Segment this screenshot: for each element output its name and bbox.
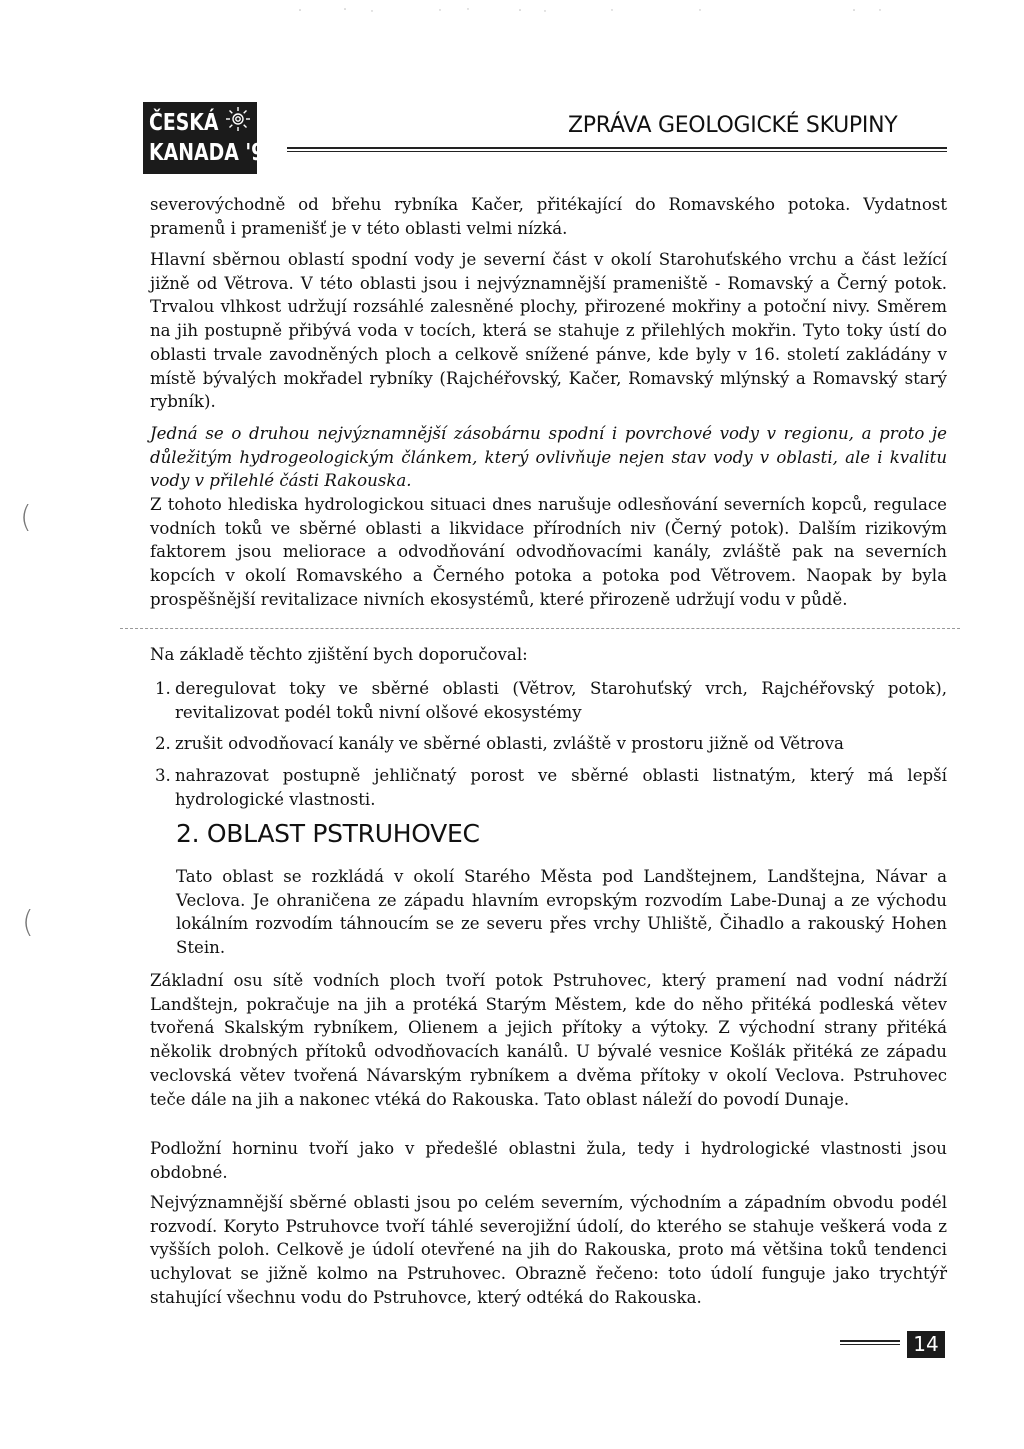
list-item-number: 2. [155, 734, 171, 754]
sun-spiral-icon [225, 106, 251, 132]
paragraph-stream-network: Základní osu sítě vodních ploch tvoří potok Pstruhovec, který pramení nad vodní nádrží Landštejn, pokračuje na jih a protéká Starým Městem, kde do něho přitéká podleská větev tvořená Skalským rybníkem, Olienem a jejich přítoky a výtoky. Z východní strany přitéká několik drobných přítoků odvodňovacích kanálů. U bývalé vesnice Košlák přitéká ze západu veclovská větev tvořená Návarským rybníkem a dvěma přítoky v okolí Veclova. Pstruhovec teče dále na jih a nakonec vtéká do Rakouska. Tato oblast náleží do povodí Dunaje. [150, 971, 947, 1109]
paragraph-collection-areas: Nejvýznamnější sběrné oblasti jsou po celém severním, východním a západním obvodu podél rozvodí. Koryto Pstruhovce tvoří táhlé severojižní údolí, do kterého se stahuje veškerá voda z vyšších poloh. Celkově je údolí otevřené na jih do Rakouska, proto má většina toků tendenci uchylovat se jižně kolmo na Pstruhovec. Obrazně řečeno: toto údolí funguje jako trychtýř stahující všechnu vodu do Pstruhovce, který odtéká do Rakouska. [150, 1193, 947, 1307]
list-item-number: 3. [155, 766, 171, 786]
list-item [155, 764, 947, 811]
margin-punch-mark: ( [22, 905, 34, 940]
paragraph-recommendation-intro: Na základě těchto zjištění bych doporučoval: [150, 645, 528, 664]
list-item [155, 732, 947, 756]
header-double-rule [287, 147, 947, 153]
paragraph-collection-area: Hlavní sběrnou oblastí spodní vody je severní část v okolí Starohuťského vrchu a část ležící jižně od Větrova. V této oblasti jsou i nejvýznamnější prameniště - Romavský a Černý potok. Trvalou vlhkost udržují rozsáhlé zalesněné plochy, přirozené mokřiny a potoční nivy. Směrem na jih postupně přibývá voda v tocích, která se stahuje z přilehlých mokřin. Tyto toky ústí do oblasti trvale zavodněných ploch a celkově snížené pánve, kde byly v 16. století zakládány v místě bývalých mokřadel rybníky (Rajchéřovský, Kačer, Romavský mlýnský a Romavský starý rybník). [150, 250, 947, 412]
paragraph-risk-factors: Z tohoto hlediska hydrologickou situaci dnes narušuje odlesňování severních kopců, regulace vodních toků ve sběrné oblasti a likvidace přírodních niv (Černý potok). Dalším rizikovým faktorem jsou meliorace a odvodňování odvodňovacími kanály, zvláště pak na severních kopcích v okolí Romavského a Černého potoka a potoka pod Větrovem. Naopak by byla prospěšnější revitalizace nivních ekosystémů, které přirozeně udržují vodu v půdě. [150, 495, 947, 609]
logo-line-1: ČESKÁ [149, 110, 219, 136]
section-heading: 2. OBLAST PSTRUHOVEC [176, 819, 480, 848]
logo-ceska-kanada [143, 102, 278, 174]
paragraph-intro: severovýchodně od břehu rybníka Kačer, přitékající do Romavského potoka. Vydatnost pramenů i pramenišť je v této oblasti velmi nízká. [150, 195, 947, 238]
header-title: ZPRÁVA GEOLOGICKÉ SKUPINY [568, 113, 898, 138]
page-number: 14 [907, 1331, 945, 1358]
paragraph-bedrock: Podložní horninu tvoří jako v předešlé oblastni žula, tedy i hydrologické vlastnosti jsou obdobné. [150, 1139, 947, 1182]
list-item-number: 1. [155, 679, 171, 698]
scan-specks [0, 0, 1024, 20]
list-item [155, 677, 947, 724]
list-item-text: deregulovat toky ve sběrné oblasti (Větrov, Starohuťský vrch, Rajchéřovský potok), revitalizovat podél toků nivní olšové ekosystémy [175, 679, 947, 722]
fold-dash-line [120, 628, 960, 629]
list-item-text: zrušit odvodňovací kanály ve sběrné oblasti, zvláště v prostoru jižně od Větrova [175, 734, 844, 754]
margin-punch-mark: ( [20, 500, 32, 535]
list-item-text: nahrazovat postupně jehličnatý porost ve sběrné oblasti listnatým, který má lepší hydrologické vlastnosti. [175, 766, 947, 809]
logo-line-2: KANADA '97 [149, 140, 278, 166]
paragraph-area-location: Tato oblast se rozkládá v okolí Starého Města pod Landštejnem, Landštejna, Návar a Veclova. Je ohraničena ze západu hlavním evropským rozvodím Labe-Dunaj a ze východu lokálním rozvodím táhnoucím se ze severu přes vrchy Uhliště, Čihadlo a rakouský Hohen Stein. [176, 867, 947, 958]
footer-double-rule [840, 1340, 900, 1346]
paragraph-emphasis: Jedná se o druhou nejvýznamnější zásobárnu spodní i povrchové vody v regionu, a proto je důležitým hydrogeologickým článkem, který ovlivňuje nejen stav vody v oblasti, ale i kvalitu vody v přilehlé části Rakouska. [150, 424, 947, 491]
recommendation-list [155, 677, 947, 812]
